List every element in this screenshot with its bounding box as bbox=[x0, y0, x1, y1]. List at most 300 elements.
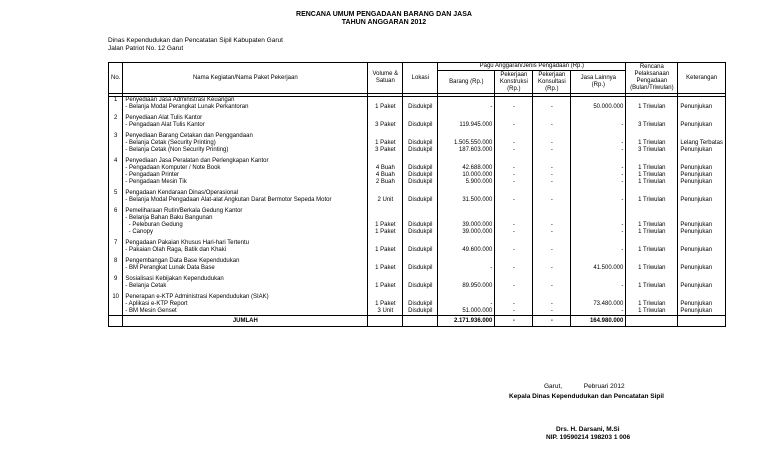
row-location bbox=[403, 158, 438, 165]
row-no bbox=[109, 215, 123, 222]
institution-address: Jalan Patriot No. 12 Garut bbox=[108, 45, 184, 52]
row-note bbox=[678, 158, 726, 165]
row-no: 5 bbox=[109, 190, 123, 197]
col-note: Keterangan bbox=[678, 63, 726, 94]
table-row bbox=[109, 197, 726, 204]
row-other bbox=[571, 240, 626, 247]
row-plan: 1 Triwulan bbox=[626, 165, 678, 172]
table-row bbox=[109, 97, 726, 105]
row-note bbox=[678, 258, 726, 265]
row-volume bbox=[368, 215, 403, 222]
table-row bbox=[109, 240, 726, 247]
row-goods: 10.000.000 bbox=[438, 172, 495, 179]
row-name: - Aplikasi e-KTP Report bbox=[123, 301, 368, 308]
row-name: - Peleburan Gedung bbox=[123, 222, 368, 229]
row-goods: 42.688.000 bbox=[438, 165, 495, 172]
row-goods bbox=[438, 115, 495, 122]
row-goods bbox=[438, 276, 495, 283]
row-consultant: - bbox=[533, 165, 571, 172]
row-plan bbox=[626, 240, 678, 247]
row-other: - bbox=[571, 172, 626, 179]
row-location: Disdukpil bbox=[403, 147, 438, 154]
procurement-table bbox=[108, 62, 726, 327]
row-other bbox=[571, 158, 626, 165]
row-volume: 1 Paket bbox=[368, 283, 403, 290]
row-construction bbox=[495, 190, 533, 197]
row-volume bbox=[368, 97, 403, 105]
row-consultant bbox=[533, 215, 571, 222]
row-goods bbox=[438, 240, 495, 247]
row-plan: 3 Triwulan bbox=[626, 122, 678, 129]
row-no: 8 bbox=[109, 258, 123, 265]
row-goods: 39.000.000 bbox=[438, 229, 495, 236]
table-row bbox=[109, 283, 726, 290]
row-consultant bbox=[533, 276, 571, 283]
row-volume bbox=[368, 190, 403, 197]
row-goods bbox=[438, 190, 495, 197]
row-location bbox=[403, 133, 438, 140]
row-note bbox=[678, 97, 726, 105]
row-volume bbox=[368, 258, 403, 265]
row-volume bbox=[368, 115, 403, 122]
row-volume: 3 Paket bbox=[368, 122, 403, 129]
row-other bbox=[571, 294, 626, 301]
row-construction bbox=[495, 258, 533, 265]
row-note: Penunjukan bbox=[678, 308, 726, 316]
row-no: 2 bbox=[109, 115, 123, 122]
row-goods: 187.603.000 bbox=[438, 147, 495, 154]
document-title: RENCANA UMUM PENGADAAN BARANG DAN JASA bbox=[296, 11, 472, 18]
row-volume bbox=[368, 158, 403, 165]
row-location: Disdukpil bbox=[403, 283, 438, 290]
row-other bbox=[571, 276, 626, 283]
row-plan: 1 Triwulan bbox=[626, 179, 678, 186]
row-note: Penunjukan bbox=[678, 301, 726, 308]
row-note: Penunjukan bbox=[678, 247, 726, 254]
row-volume: 3 Paket bbox=[368, 147, 403, 154]
row-goods: 49.600.000 bbox=[438, 247, 495, 254]
row-consultant bbox=[533, 133, 571, 140]
row-other: - bbox=[571, 229, 626, 236]
row-note bbox=[678, 115, 726, 122]
row-name: Sosialisasi Kebijakan Kependudukan bbox=[123, 276, 368, 283]
col-construction: Pekerjaan Konstruksi (Rp.) bbox=[495, 71, 533, 94]
row-no: 10 bbox=[109, 294, 123, 301]
row-name: - Pengadaan Alat Tulis Kantor bbox=[123, 122, 368, 129]
row-name: - Belanja Cetak bbox=[123, 283, 368, 290]
row-location: Disdukpil bbox=[403, 229, 438, 236]
row-location bbox=[403, 190, 438, 197]
row-consultant: - bbox=[533, 247, 571, 254]
row-name: - Belanja Bahan Baku Bangunan bbox=[123, 215, 368, 222]
row-no bbox=[109, 147, 123, 154]
row-no: 3 bbox=[109, 133, 123, 140]
row-note: Penunjukan bbox=[678, 283, 726, 290]
row-volume bbox=[368, 294, 403, 301]
row-construction: - bbox=[495, 283, 533, 290]
row-other: - bbox=[571, 179, 626, 186]
row-no bbox=[109, 283, 123, 290]
row-other bbox=[571, 208, 626, 215]
row-name: Pengembangan Data Base Kependudukan bbox=[123, 258, 368, 265]
row-volume: 1 Paket bbox=[368, 247, 403, 254]
row-goods bbox=[438, 215, 495, 222]
row-note bbox=[678, 276, 726, 283]
row-name: - Belanja Cetak (Security Printing) bbox=[123, 140, 368, 147]
row-location: Disdukpil bbox=[403, 247, 438, 254]
row-name: - Belanja Cetak (Non Security Printing) bbox=[123, 147, 368, 154]
row-no bbox=[109, 122, 123, 129]
row-other: - bbox=[571, 222, 626, 229]
row-name: - Pakaian Olah Raga, Batik dan Khaki bbox=[123, 247, 368, 254]
row-plan bbox=[626, 294, 678, 301]
col-location: Lokasi bbox=[403, 63, 438, 94]
row-other: - bbox=[571, 122, 626, 129]
row-other bbox=[571, 190, 626, 197]
row-location bbox=[403, 115, 438, 122]
row-volume: 2 Buah bbox=[368, 179, 403, 186]
row-construction: - bbox=[495, 301, 533, 308]
row-plan bbox=[626, 258, 678, 265]
row-location bbox=[403, 276, 438, 283]
table-row bbox=[109, 294, 726, 301]
table-row bbox=[109, 208, 726, 215]
row-no: 6 bbox=[109, 208, 123, 215]
row-name: Pengadaan Kendaraan Dinas/Operasional bbox=[123, 190, 368, 197]
row-note: Penunjukan bbox=[678, 265, 726, 272]
row-volume bbox=[368, 240, 403, 247]
row-construction: - bbox=[495, 265, 533, 272]
row-no bbox=[109, 247, 123, 254]
row-no bbox=[109, 179, 123, 186]
row-location bbox=[403, 97, 438, 105]
row-goods bbox=[438, 97, 495, 105]
row-construction bbox=[495, 115, 533, 122]
row-consultant: - bbox=[533, 122, 571, 129]
table-row bbox=[109, 140, 726, 147]
row-construction bbox=[495, 294, 533, 301]
row-other: - bbox=[571, 140, 626, 147]
row-no bbox=[109, 165, 123, 172]
place-date: Garut, Pebruari 2012 bbox=[544, 383, 625, 390]
signatory-nip: NIP. 19590214 198203 1 006 bbox=[546, 434, 631, 441]
table-row bbox=[109, 147, 726, 154]
total-row bbox=[109, 316, 726, 327]
row-name: Pengadaan Pakaian Khusus Hari-hari Tertentu bbox=[123, 240, 368, 247]
row-goods: 31.500.000 bbox=[438, 197, 495, 204]
row-name: Penyediaan Jasa Administrasi Keuangan bbox=[123, 97, 368, 105]
row-construction: - bbox=[495, 179, 533, 186]
row-plan: 1 Triwulan bbox=[626, 140, 678, 147]
row-other: - bbox=[571, 283, 626, 290]
row-construction: - bbox=[495, 229, 533, 236]
row-construction bbox=[495, 215, 533, 222]
row-name: Penyediaan Barang Cetakan dan Penggandaan bbox=[123, 133, 368, 140]
row-volume: 3 Unit bbox=[368, 308, 403, 316]
row-location: Disdukpil bbox=[403, 301, 438, 308]
row-volume: 2 Unit bbox=[368, 197, 403, 204]
row-volume: 4 Buah bbox=[368, 165, 403, 172]
row-note: Penunjukan bbox=[678, 229, 726, 236]
col-plan: Rencana Pelaksanaan Pengadaan (Bulan/Triwulan) bbox=[626, 63, 678, 94]
row-consultant: - bbox=[533, 229, 571, 236]
row-plan: 1 Triwulan bbox=[626, 283, 678, 290]
row-other: - bbox=[571, 197, 626, 204]
row-consultant: - bbox=[533, 140, 571, 147]
row-goods: 1.505.550.000 bbox=[438, 140, 495, 147]
table-row bbox=[109, 301, 726, 308]
row-location bbox=[403, 294, 438, 301]
row-consultant bbox=[533, 190, 571, 197]
row-name: - Pengadaan Printer bbox=[123, 172, 368, 179]
row-note: Penunjukan bbox=[678, 222, 726, 229]
row-volume: 1 Paket bbox=[368, 104, 403, 111]
table-row bbox=[109, 158, 726, 165]
row-consultant bbox=[533, 240, 571, 247]
row-plan: 1 Triwulan bbox=[626, 247, 678, 254]
row-consultant bbox=[533, 258, 571, 265]
col-budget-group: Pagu Anggaran/Jenis Pengadaan (Rp.) bbox=[438, 63, 626, 71]
row-note: Penunjukan bbox=[678, 165, 726, 172]
table-row bbox=[109, 122, 726, 129]
row-volume bbox=[368, 276, 403, 283]
row-note: Penunjukan bbox=[678, 147, 726, 154]
row-other: - bbox=[571, 308, 626, 316]
row-plan bbox=[626, 115, 678, 122]
total-construction: - bbox=[495, 316, 533, 327]
row-consultant bbox=[533, 208, 571, 215]
row-consultant: - bbox=[533, 147, 571, 154]
row-other bbox=[571, 258, 626, 265]
row-name: - Canopy bbox=[123, 229, 368, 236]
row-plan: 1 Triwulan bbox=[626, 265, 678, 272]
row-consultant: - bbox=[533, 265, 571, 272]
row-no bbox=[109, 308, 123, 316]
row-consultant: - bbox=[533, 172, 571, 179]
col-no: No. bbox=[109, 63, 123, 94]
row-goods: - bbox=[438, 265, 495, 272]
row-location: Disdukpil bbox=[403, 197, 438, 204]
row-construction bbox=[495, 158, 533, 165]
row-location: Disdukpil bbox=[403, 308, 438, 316]
row-plan: 3 Triwulan bbox=[626, 147, 678, 154]
row-volume bbox=[368, 208, 403, 215]
row-consultant: - bbox=[533, 222, 571, 229]
row-name: - Pengadaan Mesin Tik bbox=[123, 179, 368, 186]
row-other bbox=[571, 133, 626, 140]
row-location bbox=[403, 208, 438, 215]
row-goods: 39.000.000 bbox=[438, 222, 495, 229]
row-no bbox=[109, 229, 123, 236]
row-no: 7 bbox=[109, 240, 123, 247]
col-goods: Barang (Rp.) bbox=[438, 71, 495, 94]
col-consultant: Pekerjaan Konsultasi (Rp.) bbox=[533, 71, 571, 94]
row-note: Penunjukan bbox=[678, 197, 726, 204]
row-plan bbox=[626, 276, 678, 283]
row-no bbox=[109, 197, 123, 204]
row-construction: - bbox=[495, 308, 533, 316]
row-consultant: - bbox=[533, 104, 571, 111]
row-construction bbox=[495, 133, 533, 140]
row-goods bbox=[438, 258, 495, 265]
row-consultant bbox=[533, 158, 571, 165]
table-row bbox=[109, 258, 726, 265]
row-note: Penunjukan bbox=[678, 104, 726, 111]
row-plan: 1 Triwulan bbox=[626, 229, 678, 236]
row-no bbox=[109, 104, 123, 111]
row-location: Disdukpil bbox=[403, 172, 438, 179]
row-consultant: - bbox=[533, 301, 571, 308]
row-volume bbox=[368, 133, 403, 140]
row-other: 41.500.000 bbox=[571, 265, 626, 272]
row-plan bbox=[626, 133, 678, 140]
row-construction bbox=[495, 240, 533, 247]
row-no bbox=[109, 172, 123, 179]
total-other: 164.980.000 bbox=[571, 316, 626, 327]
row-construction: - bbox=[495, 140, 533, 147]
table-row bbox=[109, 104, 726, 111]
row-construction: - bbox=[495, 222, 533, 229]
row-no bbox=[109, 222, 123, 229]
row-other: - bbox=[571, 147, 626, 154]
total-label: JUMLAH bbox=[123, 316, 368, 327]
table-row bbox=[109, 172, 726, 179]
row-volume: 1 Paket bbox=[368, 222, 403, 229]
total-goods: 2.171.936.000 bbox=[438, 316, 495, 327]
row-consultant: - bbox=[533, 179, 571, 186]
row-construction: - bbox=[495, 247, 533, 254]
row-goods bbox=[438, 294, 495, 301]
table-row bbox=[109, 222, 726, 229]
row-construction: - bbox=[495, 122, 533, 129]
signatory-name: Drs. H. Darsani, M.Si bbox=[556, 426, 620, 433]
table-row bbox=[109, 165, 726, 172]
row-name: - Pengadaan Komputer / Note Book bbox=[123, 165, 368, 172]
row-construction bbox=[495, 276, 533, 283]
row-name: - BM Perangkat Lunak Data Base bbox=[123, 265, 368, 272]
table-row bbox=[109, 308, 726, 316]
row-note bbox=[678, 215, 726, 222]
office-title: Kepala Dinas Kependudukan dan Pencatatan Sipil bbox=[509, 393, 664, 400]
row-name: Pemeliharaan Rutin/Berkala Gedung Kantor bbox=[123, 208, 368, 215]
row-location: Disdukpil bbox=[403, 179, 438, 186]
row-location bbox=[403, 258, 438, 265]
row-other: 50.000.000 bbox=[571, 104, 626, 111]
row-no bbox=[109, 265, 123, 272]
table-row bbox=[109, 229, 726, 236]
row-volume: 1 Paket bbox=[368, 140, 403, 147]
row-other bbox=[571, 215, 626, 222]
table-row bbox=[109, 276, 726, 283]
row-location bbox=[403, 240, 438, 247]
row-goods: 5.900.000 bbox=[438, 179, 495, 186]
row-plan: 1 Triwulan bbox=[626, 172, 678, 179]
row-note bbox=[678, 133, 726, 140]
row-construction bbox=[495, 97, 533, 105]
row-plan: 1 Triwulan bbox=[626, 308, 678, 316]
row-consultant: - bbox=[533, 197, 571, 204]
row-note: Lelang Terbatas bbox=[678, 140, 726, 147]
row-name: Penerapan e-KTP Administrasi Kependudukan (SIAK) bbox=[123, 294, 368, 301]
table-row bbox=[109, 179, 726, 186]
row-plan bbox=[626, 215, 678, 222]
row-goods: - bbox=[438, 301, 495, 308]
row-note bbox=[678, 208, 726, 215]
row-construction: - bbox=[495, 147, 533, 154]
row-goods bbox=[438, 208, 495, 215]
col-name: Nama Kegiatan/Nama Paket Pekerjaan bbox=[123, 63, 368, 94]
row-no bbox=[109, 140, 123, 147]
institution-name: Dinas Kependudukan dan Pencatatan Sipil Kabupaten Garut bbox=[108, 37, 283, 44]
row-location: Disdukpil bbox=[403, 265, 438, 272]
row-location: Disdukpil bbox=[403, 140, 438, 147]
table-row bbox=[109, 190, 726, 197]
row-plan bbox=[626, 208, 678, 215]
row-name: - Belanja Modal Perangkat Lunak Perkantoran bbox=[123, 104, 368, 111]
row-note bbox=[678, 190, 726, 197]
row-consultant: - bbox=[533, 308, 571, 316]
row-no bbox=[109, 301, 123, 308]
table-row bbox=[109, 265, 726, 272]
row-consultant bbox=[533, 115, 571, 122]
row-construction: - bbox=[495, 197, 533, 204]
row-goods: 51.000.000 bbox=[438, 308, 495, 316]
row-other bbox=[571, 97, 626, 105]
row-plan bbox=[626, 190, 678, 197]
row-volume: 1 Paket bbox=[368, 301, 403, 308]
row-name: Penyediaan Jasa Peralatan dan Perlengkapan Kantor bbox=[123, 158, 368, 165]
table-row bbox=[109, 215, 726, 222]
total-consultant: - bbox=[533, 316, 571, 327]
row-construction: - bbox=[495, 165, 533, 172]
row-name: - Belanja Modal Pengadaan Alat-alat Angkutan Darat Bermotor Sepeda Motor bbox=[123, 197, 368, 204]
row-construction bbox=[495, 208, 533, 215]
row-location: Disdukpil bbox=[403, 165, 438, 172]
row-volume: 1 Paket bbox=[368, 265, 403, 272]
row-goods bbox=[438, 158, 495, 165]
row-goods bbox=[438, 133, 495, 140]
row-volume: 1 Paket bbox=[368, 229, 403, 236]
col-volume: Volume & Satuan bbox=[368, 63, 403, 94]
row-consultant bbox=[533, 97, 571, 105]
row-note: Penunjukan bbox=[678, 179, 726, 186]
row-goods: 119.945.000 bbox=[438, 122, 495, 129]
row-name: Penyediaan Alat Tulis Kantor bbox=[123, 115, 368, 122]
row-construction: - bbox=[495, 172, 533, 179]
row-plan bbox=[626, 158, 678, 165]
row-goods: 89.950.000 bbox=[438, 283, 495, 290]
row-note bbox=[678, 240, 726, 247]
row-volume: 4 Buah bbox=[368, 172, 403, 179]
row-other bbox=[571, 115, 626, 122]
row-no: 9 bbox=[109, 276, 123, 283]
row-name: - BM Mesin Genset bbox=[123, 308, 368, 316]
row-no: 4 bbox=[109, 158, 123, 165]
table-row bbox=[109, 133, 726, 140]
row-construction: - bbox=[495, 104, 533, 111]
row-location: Disdukpil bbox=[403, 122, 438, 129]
row-other: - bbox=[571, 247, 626, 254]
row-location: Disdukpil bbox=[403, 222, 438, 229]
row-note: Penunjukan bbox=[678, 172, 726, 179]
row-consultant: - bbox=[533, 283, 571, 290]
row-consultant bbox=[533, 294, 571, 301]
table-row bbox=[109, 115, 726, 122]
col-other: Jasa Lainnya (Rp.) bbox=[571, 71, 626, 94]
document-subtitle: TAHUN ANGGARAN 2012 bbox=[341, 19, 427, 26]
row-plan: 1 Triwulan bbox=[626, 222, 678, 229]
row-note bbox=[678, 294, 726, 301]
